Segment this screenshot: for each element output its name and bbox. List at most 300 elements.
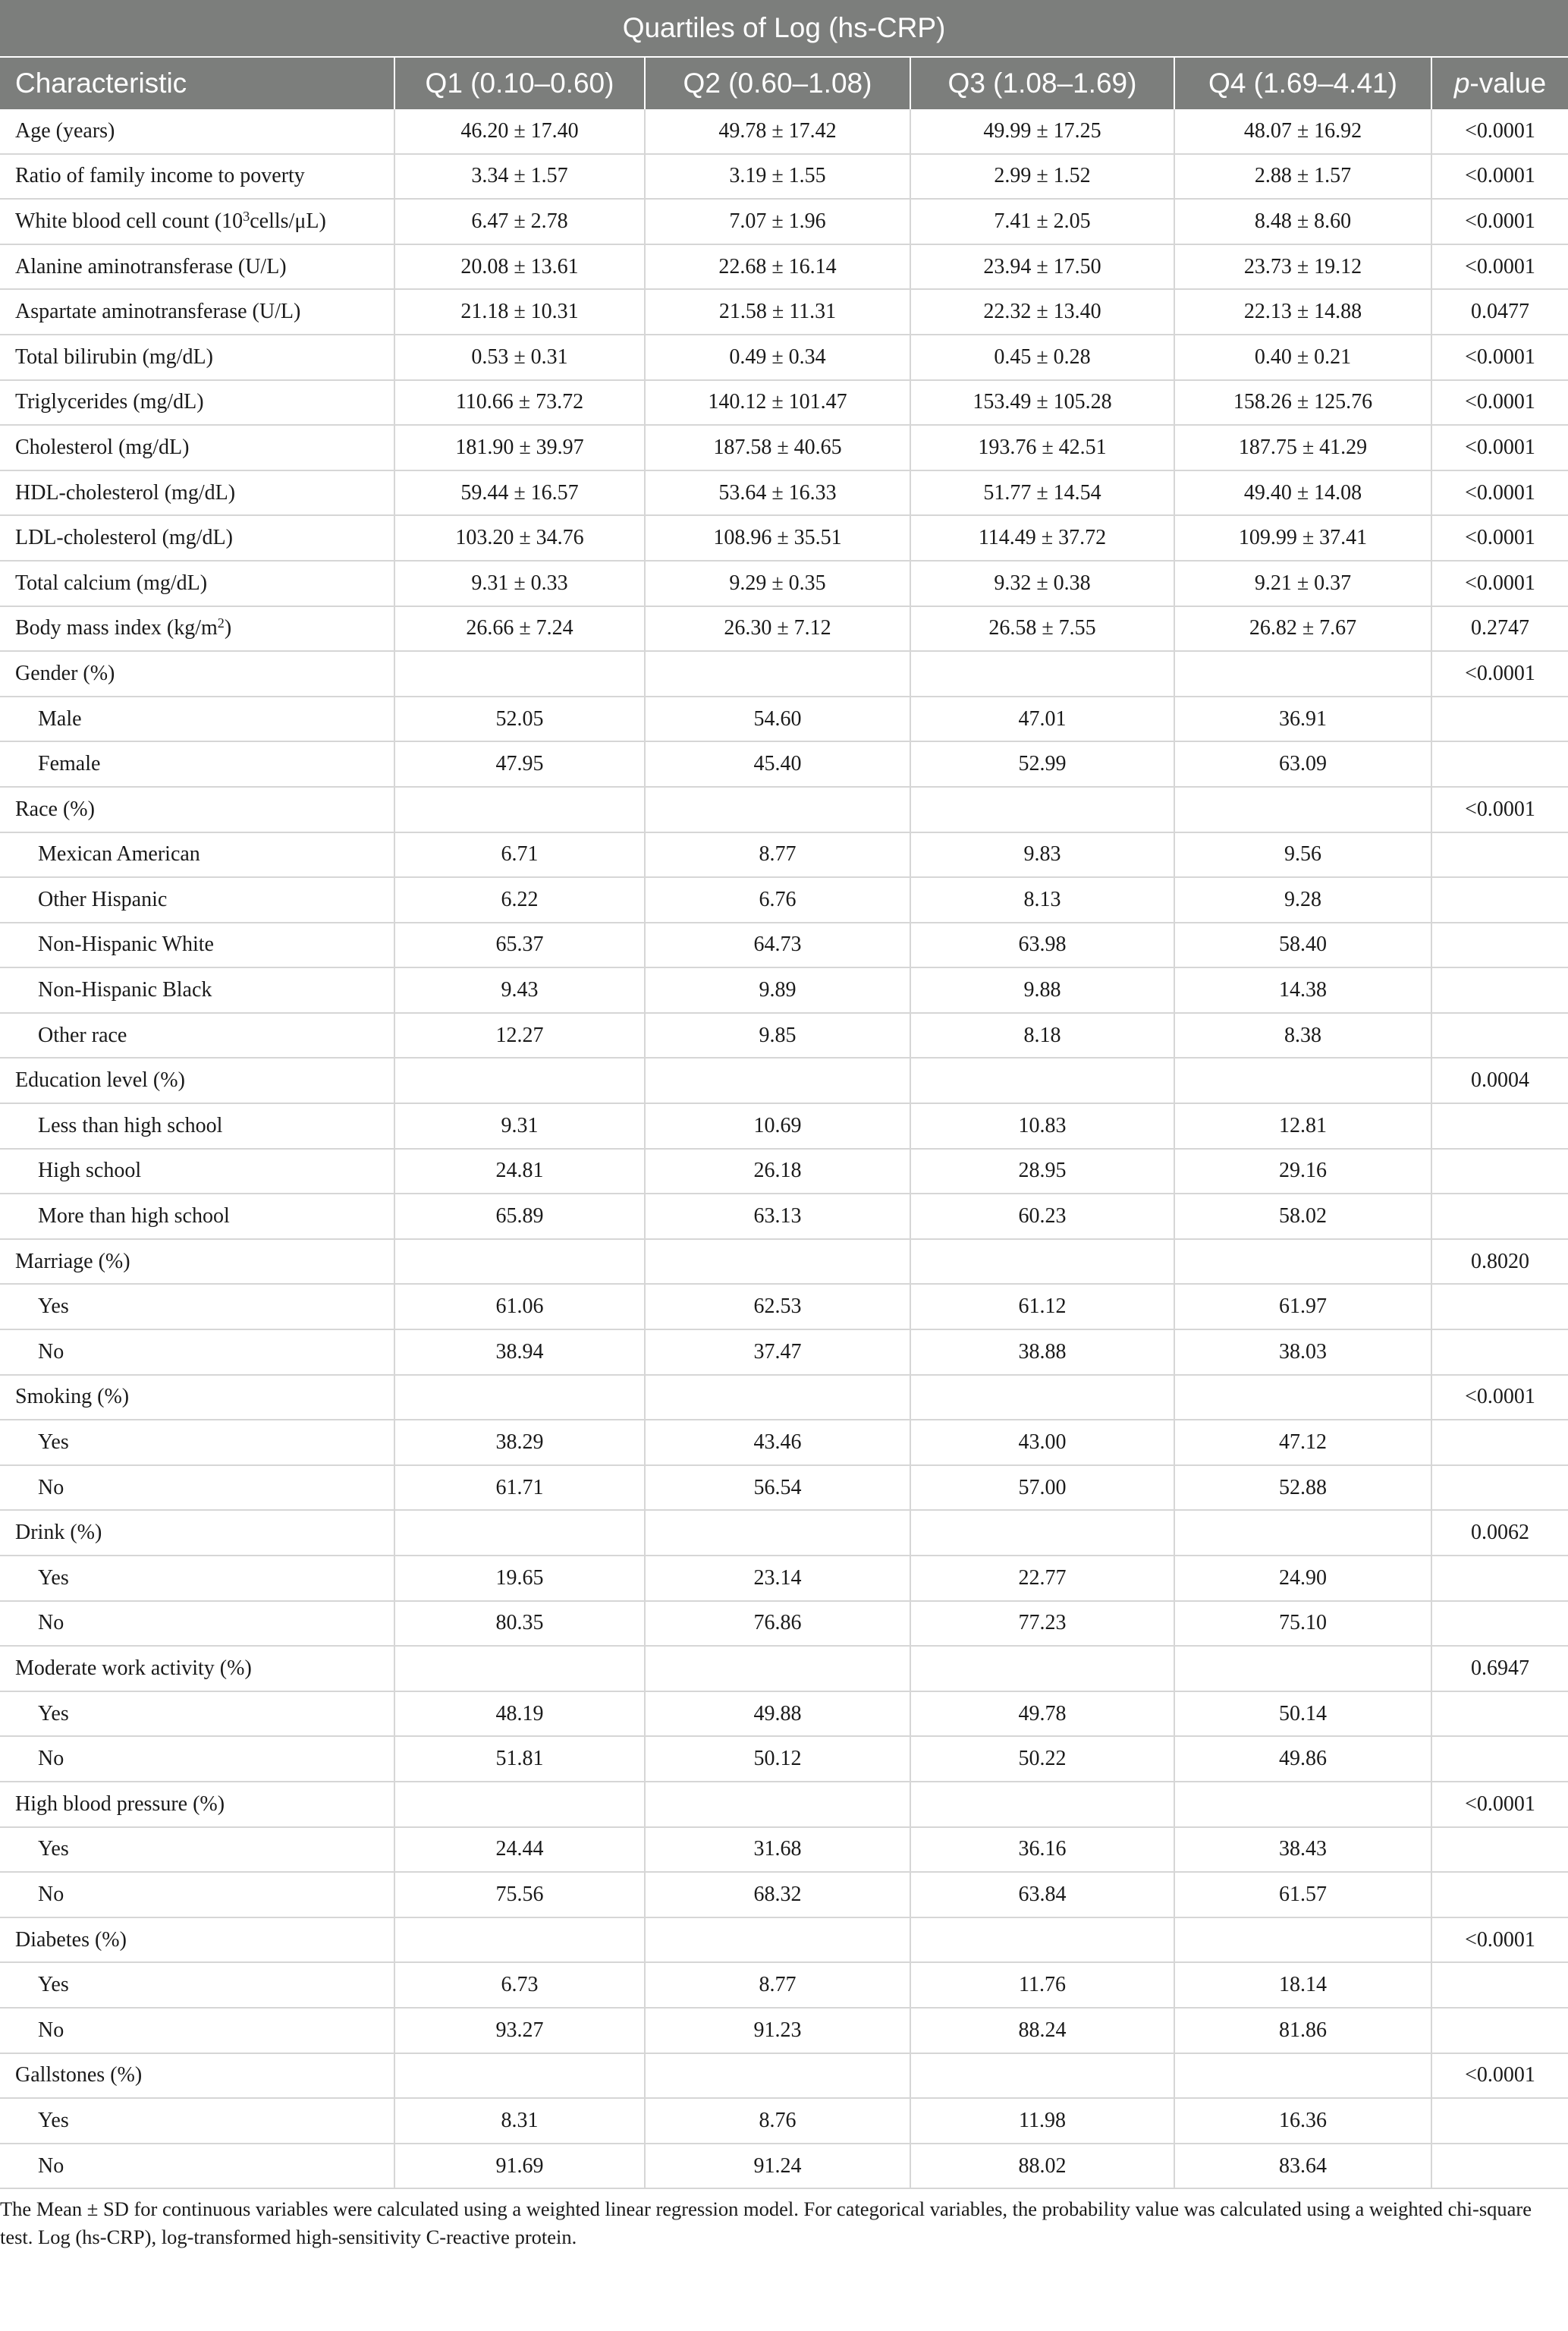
cell-q2: 23.14 — [645, 1556, 910, 1601]
cell-q4 — [1174, 1239, 1431, 1285]
cell-q1: 9.31 ± 0.33 — [394, 561, 645, 606]
cell-q3: 7.41 ± 2.05 — [910, 199, 1174, 244]
row-label-text: Cholesterol (mg/dL) — [15, 435, 190, 459]
table-row — [0, 877, 1568, 923]
table-row — [0, 1691, 1568, 1737]
cell-q4: 187.75 ± 41.29 — [1174, 425, 1431, 470]
cell-q2 — [645, 651, 910, 697]
cell-q2 — [645, 1058, 910, 1103]
cell-q3: 63.98 — [910, 923, 1174, 968]
row-label — [0, 2144, 394, 2189]
table-row — [0, 154, 1568, 200]
row-label — [0, 1827, 394, 1873]
cell-q3: 28.95 — [910, 1149, 1174, 1194]
row-label-text: No — [38, 2018, 64, 2042]
row-label-text: Aspartate aminotransferase (U/L) — [15, 300, 301, 324]
table-row — [0, 1284, 1568, 1329]
cell-q3: 38.88 — [910, 1329, 1174, 1375]
cell-q4: 83.64 — [1174, 2144, 1431, 2189]
row-label-text: High blood pressure (%) — [15, 1792, 225, 1816]
table-row — [0, 787, 1568, 832]
table-banner: Quartiles of Log (hs-CRP) — [0, 0, 1568, 57]
cell-p-value: <0.0001 — [1431, 109, 1568, 154]
cell-q2: 31.68 — [645, 1827, 910, 1873]
row-label-text: Triglycerides (mg/dL) — [15, 390, 204, 414]
cell-q2: 91.24 — [645, 2144, 910, 2189]
table-row — [0, 199, 1568, 244]
table-row — [0, 967, 1568, 1013]
cell-q3 — [910, 1646, 1174, 1691]
cell-q1: 6.71 — [394, 832, 645, 878]
row-label-text: Non-Hispanic Black — [38, 978, 212, 1002]
table-row — [0, 470, 1568, 516]
cell-q3: 9.88 — [910, 967, 1174, 1013]
cell-q1: 61.06 — [394, 1284, 645, 1329]
row-label-text: More than high school — [38, 1204, 230, 1228]
row-label — [0, 1103, 394, 1149]
cell-q3: 88.02 — [910, 2144, 1174, 2189]
row-label — [0, 289, 394, 335]
cell-q3 — [910, 1510, 1174, 1556]
cell-q1: 51.81 — [394, 1736, 645, 1782]
cell-q3 — [910, 1782, 1174, 1827]
cell-q4: 81.86 — [1174, 2008, 1431, 2053]
cell-q2: 63.13 — [645, 1194, 910, 1239]
cell-q2 — [645, 1375, 910, 1420]
cell-q1: 52.05 — [394, 697, 645, 742]
cell-q3: 22.32 ± 13.40 — [910, 289, 1174, 335]
cell-q4: 49.40 ± 14.08 — [1174, 470, 1431, 516]
row-label — [0, 787, 394, 832]
table-row — [0, 109, 1568, 154]
table-row — [0, 697, 1568, 742]
cell-q2: 8.77 — [645, 1962, 910, 2008]
cell-q2: 53.64 ± 16.33 — [645, 470, 910, 516]
row-label-text-after: cells/μL) — [250, 209, 326, 233]
cell-q4: 8.38 — [1174, 1013, 1431, 1059]
row-label-text: Marriage (%) — [15, 1249, 130, 1273]
cell-q2: 43.46 — [645, 1420, 910, 1465]
row-label — [0, 515, 394, 561]
cell-q4 — [1174, 1510, 1431, 1556]
table-row — [0, 1013, 1568, 1059]
row-label — [0, 651, 394, 697]
row-label-text: No — [38, 1747, 64, 1771]
cell-q4: 61.57 — [1174, 1872, 1431, 1917]
row-label-text: Race (%) — [15, 797, 95, 821]
cell-q2: 108.96 ± 35.51 — [645, 515, 910, 561]
column-header-q1: Q1 (0.10–0.60) — [394, 57, 645, 109]
table-row — [0, 1782, 1568, 1827]
cell-q2 — [645, 787, 910, 832]
row-label — [0, 1601, 394, 1647]
cell-p-value: <0.0001 — [1431, 199, 1568, 244]
cell-q4: 18.14 — [1174, 1962, 1431, 2008]
table-row — [0, 2008, 1568, 2053]
cell-q2: 49.88 — [645, 1691, 910, 1737]
cell-q1: 8.31 — [394, 2098, 645, 2144]
row-label-text: Education level (%) — [15, 1068, 185, 1093]
row-label — [0, 1736, 394, 1782]
row-label — [0, 923, 394, 968]
p-value-italic: p — [1453, 68, 1470, 99]
cell-q2: 0.49 ± 0.34 — [645, 335, 910, 380]
table-row — [0, 1962, 1568, 2008]
cell-q1 — [394, 1782, 645, 1827]
column-header-p-value — [1431, 57, 1568, 109]
cell-q3: 43.00 — [910, 1420, 1174, 1465]
row-label — [0, 2098, 394, 2144]
cell-q3: 49.78 — [910, 1691, 1174, 1737]
cell-q2: 9.85 — [645, 1013, 910, 1059]
cell-q3 — [910, 1375, 1174, 1420]
cell-q4: 50.14 — [1174, 1691, 1431, 1737]
table-row — [0, 2098, 1568, 2144]
cell-q3 — [910, 1917, 1174, 1963]
cell-p-value — [1431, 877, 1568, 923]
row-label — [0, 561, 394, 606]
row-label-text: Gender (%) — [15, 661, 115, 685]
cell-q4: 48.07 ± 16.92 — [1174, 109, 1431, 154]
cell-q3: 23.94 ± 17.50 — [910, 244, 1174, 290]
row-label-text: Age (years) — [15, 118, 115, 143]
cell-q2: 50.12 — [645, 1736, 910, 1782]
cell-q1 — [394, 1239, 645, 1285]
table-row — [0, 289, 1568, 335]
cell-q3 — [910, 651, 1174, 697]
cell-q1: 47.95 — [394, 741, 645, 787]
table-row — [0, 606, 1568, 652]
cell-p-value: <0.0001 — [1431, 1375, 1568, 1420]
cell-q2 — [645, 1510, 910, 1556]
row-label-text: Total bilirubin (mg/dL) — [15, 344, 213, 369]
cell-q3: 36.16 — [910, 1827, 1174, 1873]
table-row — [0, 1058, 1568, 1103]
cell-q4 — [1174, 787, 1431, 832]
cell-p-value — [1431, 832, 1568, 878]
cell-q4: 47.12 — [1174, 1420, 1431, 1465]
cell-q4: 63.09 — [1174, 741, 1431, 787]
table-row — [0, 2144, 1568, 2189]
cell-q3: 50.22 — [910, 1736, 1174, 1782]
cell-p-value: 0.8020 — [1431, 1239, 1568, 1285]
row-label — [0, 1058, 394, 1103]
row-label-text: Yes — [38, 1701, 69, 1725]
row-label — [0, 2053, 394, 2099]
row-label — [0, 1149, 394, 1194]
cell-q3: 9.32 ± 0.38 — [910, 561, 1174, 606]
row-label-text: Male — [38, 706, 82, 731]
cell-p-value: 0.2747 — [1431, 606, 1568, 652]
cell-q1: 6.22 — [394, 877, 645, 923]
cell-q4: 14.38 — [1174, 967, 1431, 1013]
row-label — [0, 1013, 394, 1059]
row-label-text: High school — [38, 1159, 142, 1183]
cell-p-value — [1431, 1601, 1568, 1647]
cell-q3: 8.13 — [910, 877, 1174, 923]
table-row — [0, 1872, 1568, 1917]
table-row — [0, 741, 1568, 787]
cell-q2: 45.40 — [645, 741, 910, 787]
table-row — [0, 1239, 1568, 1285]
row-label — [0, 1329, 394, 1375]
p-value-suffix: -value — [1469, 68, 1547, 99]
cell-q1 — [394, 1510, 645, 1556]
cell-q1: 6.47 ± 2.78 — [394, 199, 645, 244]
cell-p-value: <0.0001 — [1431, 1782, 1568, 1827]
row-label-text: Yes — [38, 1294, 69, 1319]
row-label — [0, 199, 394, 244]
table-row — [0, 1375, 1568, 1420]
cell-q4: 22.13 ± 14.88 — [1174, 289, 1431, 335]
table-row — [0, 923, 1568, 968]
cell-p-value — [1431, 1872, 1568, 1917]
cell-q2: 9.29 ± 0.35 — [645, 561, 910, 606]
row-label-text: Non-Hispanic White — [38, 933, 214, 957]
cell-p-value: <0.0001 — [1431, 787, 1568, 832]
cell-q4 — [1174, 1375, 1431, 1420]
row-label — [0, 967, 394, 1013]
cell-q4: 0.40 ± 0.21 — [1174, 335, 1431, 380]
cell-q3: 47.01 — [910, 697, 1174, 742]
cell-q1: 26.66 ± 7.24 — [394, 606, 645, 652]
cell-q2: 9.89 — [645, 967, 910, 1013]
cell-q2: 8.77 — [645, 832, 910, 878]
cell-q1: 24.44 — [394, 1827, 645, 1873]
cell-q4 — [1174, 1782, 1431, 1827]
row-label — [0, 1691, 394, 1737]
row-label-text: LDL-cholesterol (mg/dL) — [15, 526, 233, 550]
row-label — [0, 1239, 394, 1285]
cell-q4: 8.48 ± 8.60 — [1174, 199, 1431, 244]
row-label-text: Other Hispanic — [38, 887, 168, 911]
cell-q1: 19.65 — [394, 1556, 645, 1601]
cell-q3: 193.76 ± 42.51 — [910, 425, 1174, 470]
table-row — [0, 1329, 1568, 1375]
cell-q2: 187.58 ± 40.65 — [645, 425, 910, 470]
cell-p-value: <0.0001 — [1431, 380, 1568, 426]
cell-q4: 158.26 ± 125.76 — [1174, 380, 1431, 426]
cell-p-value — [1431, 1465, 1568, 1511]
cell-p-value — [1431, 1962, 1568, 2008]
column-header-q2: Q2 (0.60–1.08) — [645, 57, 910, 109]
cell-q3: 153.49 ± 105.28 — [910, 380, 1174, 426]
cell-q3: 61.12 — [910, 1284, 1174, 1329]
row-label-text: Drink (%) — [15, 1521, 102, 1545]
cell-q1: 75.56 — [394, 1872, 645, 1917]
cell-q4: 61.97 — [1174, 1284, 1431, 1329]
cell-p-value: 0.0062 — [1431, 1510, 1568, 1556]
cell-p-value: 0.0004 — [1431, 1058, 1568, 1103]
row-label-text: No — [38, 1882, 64, 1906]
row-label — [0, 877, 394, 923]
cell-q4: 58.02 — [1174, 1194, 1431, 1239]
row-label — [0, 425, 394, 470]
cell-p-value: <0.0001 — [1431, 425, 1568, 470]
cell-p-value: <0.0001 — [1431, 515, 1568, 561]
cell-q2: 68.32 — [645, 1872, 910, 1917]
cell-q4 — [1174, 1917, 1431, 1963]
row-label-text: Yes — [38, 1430, 69, 1455]
cell-q4: 58.40 — [1174, 923, 1431, 968]
row-label — [0, 1782, 394, 1827]
cell-q1: 91.69 — [394, 2144, 645, 2189]
cell-q4: 23.73 ± 19.12 — [1174, 244, 1431, 290]
cell-q3 — [910, 2053, 1174, 2099]
cell-p-value — [1431, 967, 1568, 1013]
cell-q1: 24.81 — [394, 1149, 645, 1194]
cell-q3 — [910, 1239, 1174, 1285]
cell-q3: 51.77 ± 14.54 — [910, 470, 1174, 516]
cell-q3 — [910, 1058, 1174, 1103]
row-label — [0, 244, 394, 290]
cell-q3: 52.99 — [910, 741, 1174, 787]
cell-q2: 54.60 — [645, 697, 910, 742]
cell-q4: 109.99 ± 37.41 — [1174, 515, 1431, 561]
cell-q4: 29.16 — [1174, 1149, 1431, 1194]
cell-q1 — [394, 787, 645, 832]
cell-q2: 8.76 — [645, 2098, 910, 2144]
cell-p-value — [1431, 1329, 1568, 1375]
cell-q1: 93.27 — [394, 2008, 645, 2053]
cell-p-value — [1431, 1013, 1568, 1059]
row-label-text: Yes — [38, 1973, 69, 1997]
cell-q1 — [394, 651, 645, 697]
cell-q4: 9.21 ± 0.37 — [1174, 561, 1431, 606]
cell-q1: 110.66 ± 73.72 — [394, 380, 645, 426]
cell-q1: 103.20 ± 34.76 — [394, 515, 645, 561]
table-row — [0, 2053, 1568, 2099]
cell-p-value — [1431, 923, 1568, 968]
table-row — [0, 1420, 1568, 1465]
cell-q1: 59.44 ± 16.57 — [394, 470, 645, 516]
row-label — [0, 1962, 394, 2008]
cell-q2: 76.86 — [645, 1601, 910, 1647]
cell-q3: 60.23 — [910, 1194, 1174, 1239]
cell-q3: 0.45 ± 0.28 — [910, 335, 1174, 380]
column-header-q4: Q4 (1.69–4.41) — [1174, 57, 1431, 109]
cell-q3: 2.99 ± 1.52 — [910, 154, 1174, 200]
row-label-text: Yes — [38, 1837, 69, 1861]
cell-q2: 56.54 — [645, 1465, 910, 1511]
row-label-text: Female — [38, 752, 101, 776]
cell-q3: 49.99 ± 17.25 — [910, 109, 1174, 154]
cell-p-value — [1431, 2098, 1568, 2144]
cell-p-value: <0.0001 — [1431, 244, 1568, 290]
cell-p-value: 0.6947 — [1431, 1646, 1568, 1691]
row-label — [0, 470, 394, 516]
cell-p-value — [1431, 741, 1568, 787]
table-row — [0, 380, 1568, 426]
table-row — [0, 651, 1568, 697]
cell-q1: 38.29 — [394, 1420, 645, 1465]
column-header-q3: Q3 (1.08–1.69) — [910, 57, 1174, 109]
cell-p-value — [1431, 1194, 1568, 1239]
cell-q2: 37.47 — [645, 1329, 910, 1375]
cell-p-value: <0.0001 — [1431, 2053, 1568, 2099]
row-label — [0, 335, 394, 380]
cell-q1: 20.08 ± 13.61 — [394, 244, 645, 290]
cell-q1 — [394, 1058, 645, 1103]
cell-p-value — [1431, 2144, 1568, 2189]
cell-q1 — [394, 1646, 645, 1691]
row-label-text: Gallstones (%) — [15, 2063, 143, 2087]
cell-q1 — [394, 2053, 645, 2099]
cell-q4 — [1174, 1058, 1431, 1103]
cell-p-value: 0.0477 — [1431, 289, 1568, 335]
row-label-text: Less than high school — [38, 1113, 223, 1137]
cell-q1: 0.53 ± 0.31 — [394, 335, 645, 380]
cell-q1: 9.43 — [394, 967, 645, 1013]
cell-q2 — [645, 2053, 910, 2099]
table-row — [0, 1103, 1568, 1149]
cell-q2: 64.73 — [645, 923, 910, 968]
cell-q1: 65.37 — [394, 923, 645, 968]
cell-q1: 65.89 — [394, 1194, 645, 1239]
table-row — [0, 1194, 1568, 1239]
cell-q2 — [645, 1917, 910, 1963]
cell-q4 — [1174, 651, 1431, 697]
row-label-text: Smoking (%) — [15, 1385, 130, 1409]
table-row — [0, 1510, 1568, 1556]
table-row — [0, 244, 1568, 290]
cell-q1: 38.94 — [394, 1329, 645, 1375]
cell-q3: 57.00 — [910, 1465, 1174, 1511]
table-row — [0, 1556, 1568, 1601]
table-row — [0, 1736, 1568, 1782]
row-label — [0, 1510, 394, 1556]
row-label — [0, 606, 394, 652]
cell-p-value — [1431, 697, 1568, 742]
table-row — [0, 335, 1568, 380]
table-row — [0, 1917, 1568, 1963]
cell-p-value — [1431, 1736, 1568, 1782]
cell-q1: 181.90 ± 39.97 — [394, 425, 645, 470]
row-label — [0, 1194, 394, 1239]
cell-q2: 7.07 ± 1.96 — [645, 199, 910, 244]
row-label-superscript: 2 — [217, 615, 225, 631]
cell-q2: 91.23 — [645, 2008, 910, 2053]
cell-q3: 88.24 — [910, 2008, 1174, 2053]
cell-q4: 9.28 — [1174, 877, 1431, 923]
cell-q2: 6.76 — [645, 877, 910, 923]
cell-p-value: <0.0001 — [1431, 561, 1568, 606]
column-header-row — [0, 57, 1568, 109]
cell-q4: 12.81 — [1174, 1103, 1431, 1149]
table-row — [0, 1646, 1568, 1691]
cell-p-value — [1431, 1556, 1568, 1601]
row-label-text: No — [38, 1611, 64, 1635]
cell-p-value: <0.0001 — [1431, 1917, 1568, 1963]
row-label-text: Diabetes (%) — [15, 1927, 127, 1952]
cell-q3: 22.77 — [910, 1556, 1174, 1601]
cell-q4 — [1174, 1646, 1431, 1691]
cell-q4: 49.86 — [1174, 1736, 1431, 1782]
cell-q2 — [645, 1239, 910, 1285]
cell-q4: 16.36 — [1174, 2098, 1431, 2144]
cell-q1: 9.31 — [394, 1103, 645, 1149]
row-label-text: Yes — [38, 2108, 69, 2132]
cell-q3: 8.18 — [910, 1013, 1174, 1059]
cell-q1: 3.34 ± 1.57 — [394, 154, 645, 200]
cell-q4 — [1174, 2053, 1431, 2099]
table-row — [0, 1465, 1568, 1511]
cell-q1: 21.18 ± 10.31 — [394, 289, 645, 335]
cell-q1: 6.73 — [394, 1962, 645, 2008]
cell-q3: 77.23 — [910, 1601, 1174, 1647]
row-label — [0, 1375, 394, 1420]
row-label-text: Moderate work activity (%) — [15, 1656, 252, 1680]
